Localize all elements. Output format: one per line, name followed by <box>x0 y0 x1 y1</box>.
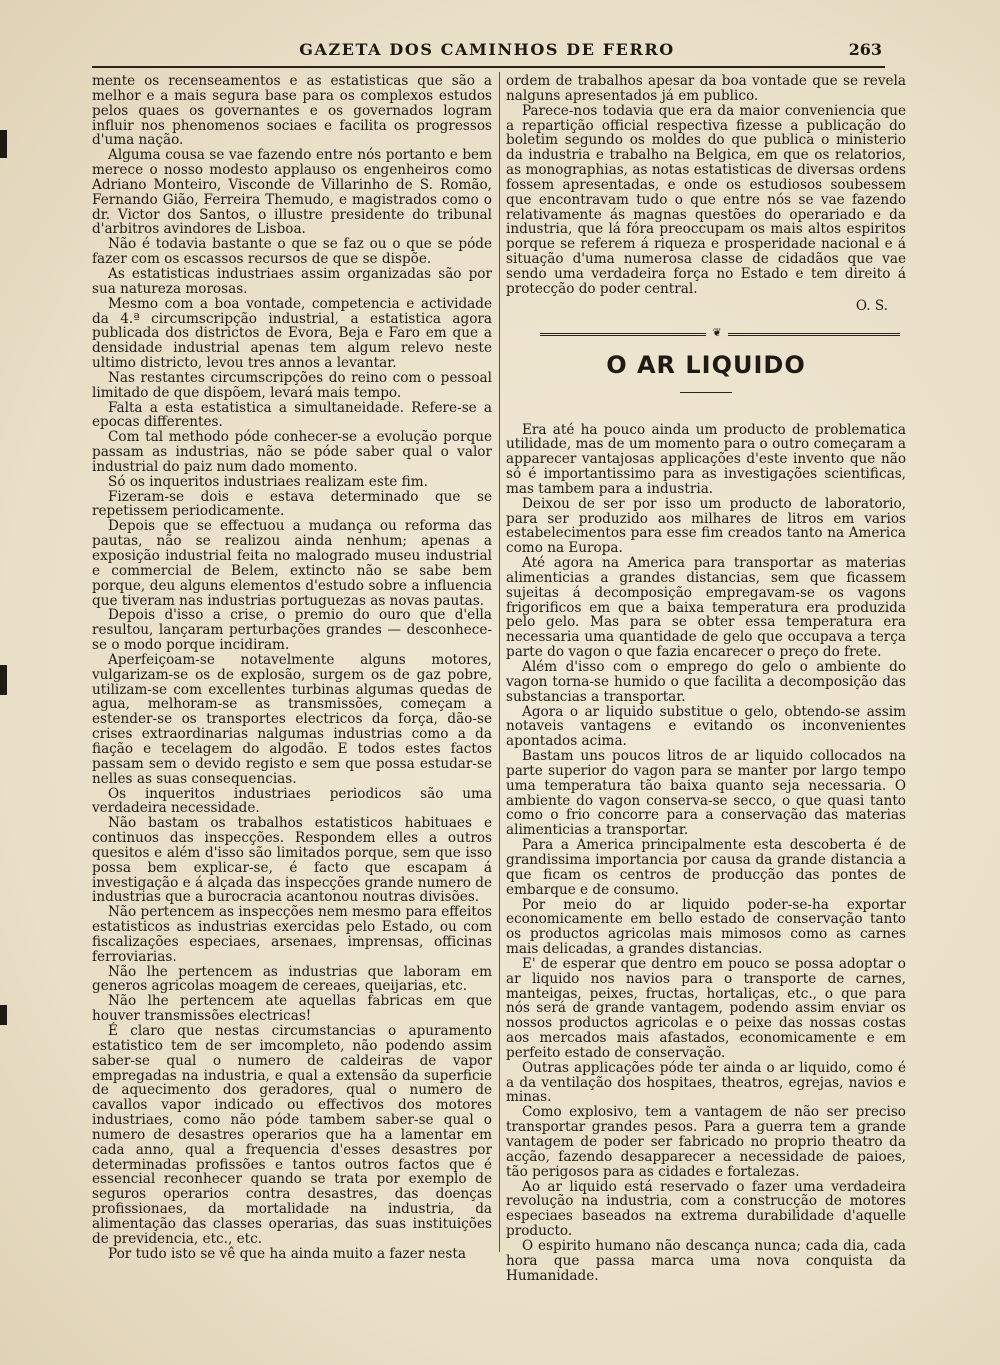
page-header <box>92 38 882 64</box>
article-title: O AR LIQUIDO <box>606 350 806 379</box>
paragraph: Aperfeiçoam-se notavelmente alguns motores, vulgarizam-se os de explosão, surgem os de gaz pobre, utilizam-se com excellentes turbinas algumas quedas de agua, melhoram-se as transmissões, começam a estender-se os transportes electricos da força, dão-se crises extraordinarias nalgumas industrias como a da fiação e tecelagem do algodão. E todos estes factos passam sem o devido registo e sem que possa estudar-se nelles as suas consequencias. <box>92 651 492 787</box>
paragraph: Depois d'isso a crise, o premio do ouro que d'ella resultou, lançaram perturbações grandes — desconhece-se o modo porque incidiram. <box>92 607 492 654</box>
column-divider <box>499 72 500 1252</box>
paragraph: Por tudo isto se vê que ha ainda muito a fazer nesta <box>108 1245 466 1262</box>
binding-mark <box>0 130 7 158</box>
section-ornament <box>540 322 900 346</box>
paragraph: Só os inqueritos industriaes realizam este fim. <box>108 473 428 490</box>
paragraph: Com tal methodo póde conhecer-se a evolução porque passam as industrias, não se póde saber qual o valor industrial do paiz num dado momento. <box>92 429 492 475</box>
paragraph: mente os recenseamentos e as estatisticas que são a melhor e a mais segura base para os complexos estudos pelos quaes os governantes e os governados logram influir nos phenomenos sociaes e facilita os progressos d'uma nação. <box>92 73 492 149</box>
page-number: 263 <box>848 40 882 59</box>
paragraph: Alguma cousa se vae fazendo entre nós portanto e bem merece o nosso modesto applauso os engenheiros como Adriano Monteiro, Visconde de Villarinho de S. Romão, Fernando Gião, Ferreira Themudo, e magistrados como o dr. Victor dos Santos, o illustre presidente do tribunal d'arbitros avindores de Lisboa. <box>92 147 492 238</box>
paragraph: As estatisticas industriaes assim organizadas são por sua natureza morosas. <box>92 265 492 297</box>
paragraph: Nas restantes circumscripções do reino com o pessoal limitado de que dispõem, levará mais tempo. <box>92 369 492 401</box>
publication-title: GAZETA DOS CAMINHOS DE FERRO <box>299 40 675 59</box>
paragraph: Não bastam os trabalhos estatisticos habituaes e continuos das inspecções. Respondem elles a outros quesitos e além d'isso são limitados porque, sem que isso possa bem explicar-se, é facto que escapam á investigação e á alçada das inspecções grande numero de industrias que a burocracia acantonou noutras divisões. <box>92 815 492 906</box>
paragraph: Ao ar liquido está reservado o fazer uma verdadeira revolução na industria, com a construcção de motores especiaes baseados na extrema durabilidade d'aquelle producto. <box>506 1178 906 1240</box>
paragraph: Depois que se effectuou a mudança ou reforma das pautas, não se realizou ainda nenhum; apenas a exposição industrial feita no malogrado museu industrial e commercial de Belem, extincto não se sabe bem porque, deu alguns elementos d'estudo sobre a influencia que tiveram nas industrias portuguezas as novas pautas. <box>92 518 492 609</box>
paragraph: Falta a esta estatistica a simultaneidade. Refere-se a epocas differentes. <box>92 399 492 431</box>
paragraph: Por meio do ar liquido poder-se-ha exportar economicamente em bello estado de conservação tanto os productos agricolas mais mimosos como as carnes mais delicadas, a grandes distancias. <box>506 896 906 958</box>
paragraph: Não lhe pertencem as industrias que laboram em generos agricolas moagem de cereaes, queijarias, etc. <box>92 963 492 995</box>
paragraph: É claro que nestas circumstancias o apuramento estatistico tem de ser imcompleto, não podendo assim saber-se qual o numero de caldeiras de vapor empregadas na industria, e qual a extensão da superficie de aquecimento dos geradores, qual o numero de cavallos vapor indicado ou effectivos dos motores industriaes, como não póde tambem saber-se qual o numero de desastres operarios que ha a lamentar em cada anno, qual a frequencia d'esses desastres por determinadas profissões e tantos outros factos que é essencial reconhecer quando se trata por exemplo de seguros operarios contra desastres, das doenças profissionaes, da mortalidade na industria, da alimentação das classes operarias, das suas instituições de previdencia, etc., etc. <box>92 1023 492 1247</box>
paragraph: Outras applicações póde ter ainda o ar liquido, como é a da ventilação dos hospitaes, theatros, egrejas, navios e minas. <box>506 1059 906 1106</box>
paragraph: Deixou de ser por isso um producto de laboratorio, para ser produzido aos milhares de litros em varios estabelecimentos para esse fim creados tanto na America como na Europa. <box>506 495 906 557</box>
paragraph: Como explosivo, tem a vantagem de não ser preciso transportar grandes pesos. Para a guerra tem a grande vantagem de poder ser fabricado no proprio theatro da acção, fazendo desapparecer a necessidade de paioes, tão perigosos para as cidades e fortalezas. <box>506 1104 906 1180</box>
paragraph: Não é todavia bastante o que se faz ou o que se póde fazer com os escassos recursos de que se dispõe. <box>92 236 492 268</box>
paragraph: Era até ha pouco ainda um producto de problematica utilidade, mas de um momento para o outro começaram a apparecer vantajosas applicações d'este invento que não só é importantissimo para as investigações scientificas, mas tambem para a industria. <box>506 421 906 497</box>
paragraph: Não lhe pertencem ate aquellas fabricas em que houver transmissões electricas! <box>92 993 492 1025</box>
paragraph: Parece-nos todavia que era da maior conveniencia que a repartição official respectiva fizesse a publicação do boletim segundo os moldes do que publica o ministerio da industria e trabalho na Belgica, em que os relatorios, as monographias, as notas estatisticas de diversas ordens fossem apresentadas, e onde os estudiosos soubessem que encontravam tudo o que entre nós se vae fazendo relativamente ás magnas questões do operariado e da industria, que lá fóra preoccupam os mais altos espiritos porque se referem á riqueza e prosperidade nacional e á situação d'uma numerosa classe de cidadãos que vae sendo uma verdadeira força no Estado e tem direito á protecção do poder central. <box>506 102 906 297</box>
paragraph: Até agora na America para transportar as materias alimenticias a grandes distancias, sem que ficassem sujeitas á decomposição empregavam-se os vagons frigorificos em que a baixa temperatura era produzida pelo gelo. Mas para se obter essa temperatura era necessaria uma quantidade de gelo que occupava a terça parte do vagon o que fazia encarecer o preço do frete. <box>506 555 906 661</box>
left-column <box>92 74 492 1262</box>
paragraph: Mesmo com a boa vontade, competencia e actividade da 4.ª circumscripção industrial, a estatistica agora publicada dos districtos de Evora, Beja e Faro em que a densidade industrial apenas tem algum relevo neste ultimo districto, levou tres annos a levantar. <box>92 295 492 372</box>
binding-mark <box>0 1005 7 1025</box>
paragraph: Bastam uns poucos litros de ar liquido collocados na parte superior do vagon para se manter por largo tempo uma temperatura tão baixa quanto seja necessaria. O ambiente do vagon conserva-se secco, o que quasi tanto como o frio concorre para a conservação das materias alimenticias a transportar. <box>506 748 906 839</box>
title-rule <box>680 392 732 393</box>
paragraph: ordem de trabalhos apesar da boa vontade que se revela nalguns apresentados já em publico. <box>506 73 906 104</box>
author-signature: O. S. <box>855 297 888 314</box>
paragraph: Os inqueritos industriaes periodicos são uma verdadeira necessidade. <box>92 785 492 817</box>
paragraph: E' de esperar que dentro em pouco se possa adoptar o ar liquido nos navios para o transporte de carnes, manteigas, peixes, fructas, hortaliças, etc., o que para nós será de grande vantagem, podendo assim enviar os nossos productos agricolas e o peixe das nossas costas aos mercados mais afastados, economicamente e em perfeito estado de conservação. <box>506 955 906 1061</box>
binding-mark <box>0 665 7 695</box>
paragraph: Não pertencem as inspecções nem mesmo para effeitos estatisticos as industrias exercidas pelo Estado, ou com fiscalizações especiaes, arsenaes, imprensas, officinas ferroviarias. <box>92 904 492 965</box>
paragraph: O espirito humano não descança nunca; cada dia, cada hora que passa marca uma nova conquista da Humanidade. <box>506 1237 906 1284</box>
header-rule <box>92 66 885 68</box>
paragraph: Fizeram-se dois e estava determinado que se repetissem periodicamente. <box>92 488 492 520</box>
paragraph: Além d'isso com o emprego do gelo o ambiente do vagon torna-se humido o que facilita a decomposição das substancias a transportar. <box>506 659 906 705</box>
ornament-icon: ❦ <box>706 327 728 339</box>
paragraph: Para a America principalmente esta descoberta é de grandissima importancia por causa da grande distancia a que ficam os centros de producção das pontes de embarque e de consumo. <box>506 837 906 898</box>
paragraph: Agora o ar liquido substitue o gelo, obtendo-se assim notaveis vantagens e evitando os inconvenientes apontados acima. <box>506 703 906 750</box>
right-column <box>506 74 906 1283</box>
